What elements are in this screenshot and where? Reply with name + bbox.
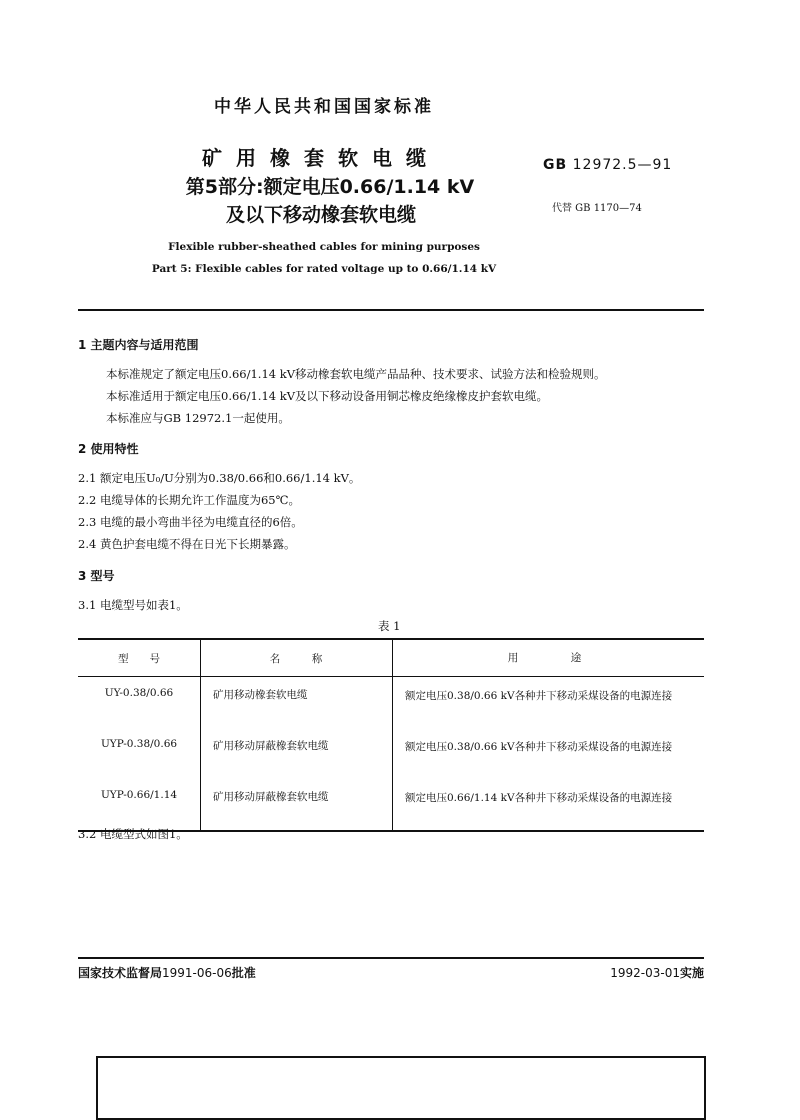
cell-name: 矿用移动屏蔽橡套软电缆 bbox=[201, 779, 393, 831]
replaces-note: 代替 GB 1170—74 bbox=[552, 203, 642, 214]
standard-number bbox=[543, 157, 672, 173]
approval-org: 国家技术监督局 bbox=[78, 966, 163, 980]
english-title-1: Flexible rubber-sheathed cables for mining purposes bbox=[168, 241, 480, 253]
section-1-paragraph-3: 本标准应与GB 12972.1一起使用。 bbox=[106, 411, 290, 425]
cable-type-table bbox=[78, 638, 704, 832]
column-header-type: 型 号 bbox=[78, 639, 201, 677]
table-caption: 表 1 bbox=[378, 619, 401, 633]
title-line-1: 矿用橡套软电缆 bbox=[202, 146, 440, 170]
national-standard-label: 中华人民共和国国家标准 bbox=[214, 97, 434, 117]
effective-line bbox=[540, 964, 704, 981]
column-header-use: 用 途 bbox=[393, 639, 705, 677]
approval-line bbox=[78, 964, 256, 981]
effective-word: 实施 bbox=[679, 966, 704, 980]
table-row bbox=[78, 779, 704, 831]
gb-prefix: GB bbox=[543, 157, 568, 173]
clause-2-3: 2.3 电缆的最小弯曲半径为电缆直径的6倍。 bbox=[78, 515, 303, 529]
bottom-frame bbox=[96, 1056, 706, 1120]
header-rule bbox=[78, 309, 704, 311]
cell-name: 矿用移动屏蔽橡套软电缆 bbox=[201, 728, 393, 779]
clause-2-2: 2.2 电缆导体的长期允许工作温度为65℃。 bbox=[78, 493, 300, 507]
section-1-paragraph-1: 本标准规定了额定电压0.66/1.14 kV移动橡套软电缆产品品种、技术要求、试验方法和检验规则。 bbox=[106, 367, 606, 381]
effective-date: 1992-03-01 bbox=[610, 966, 680, 980]
table-row bbox=[78, 677, 704, 729]
cell-type: UY-0.38/0.66 bbox=[78, 677, 201, 729]
table-row bbox=[78, 728, 704, 779]
clause-2-4: 2.4 黄色护套电缆不得在日光下长期暴露。 bbox=[78, 537, 296, 551]
section-1-paragraph-2: 本标准适用于额定电压0.66/1.14 kV及以下移动设备用铜芯橡皮绝缘橡皮护套软电缆。 bbox=[106, 389, 549, 403]
title-line-2: 第5部分:额定电压0.66/1.14 kV bbox=[185, 176, 475, 198]
footer-rule bbox=[78, 957, 704, 959]
clause-3-1: 3.1 电缆型号如表1。 bbox=[78, 598, 188, 612]
cell-name: 矿用移动橡套软电缆 bbox=[201, 677, 393, 729]
gb-number: 12972.5—91 bbox=[572, 157, 673, 173]
cell-use: 额定电压0.38/0.66 kV各种井下移动采煤设备的电源连接 bbox=[405, 741, 673, 753]
cell-use: 额定电压0.66/1.14 kV各种井下移动采煤设备的电源连接 bbox=[393, 779, 705, 831]
approval-date: 1991-06-06 bbox=[162, 966, 232, 980]
title-line-3: 及以下移动橡套软电缆 bbox=[225, 204, 416, 226]
section-2-heading: 2 使用特性 bbox=[78, 442, 139, 456]
clause-3-2: 3.2 电缆型式如图1。 bbox=[78, 827, 188, 841]
section-3-heading: 3 型号 bbox=[78, 569, 115, 583]
cell-use: 额定电压0.38/0.66 kV各种井下移动采煤设备的电源连接 bbox=[405, 690, 673, 702]
section-1-heading: 1 主题内容与适用范围 bbox=[78, 338, 199, 352]
column-header-name: 名 称 bbox=[201, 639, 393, 677]
cell-type: UYP-0.66/1.14 bbox=[78, 779, 201, 831]
cell-type: UYP-0.38/0.66 bbox=[78, 728, 201, 779]
table-header-row bbox=[78, 639, 704, 677]
clause-2-1: 2.1 额定电压U₀/U分别为0.38/0.66和0.66/1.14 kV。 bbox=[78, 471, 361, 485]
approval-word: 批准 bbox=[231, 966, 256, 980]
english-title-2: Part 5: Flexible cables for rated voltage up to 0.66/1.14 kV bbox=[151, 263, 497, 275]
